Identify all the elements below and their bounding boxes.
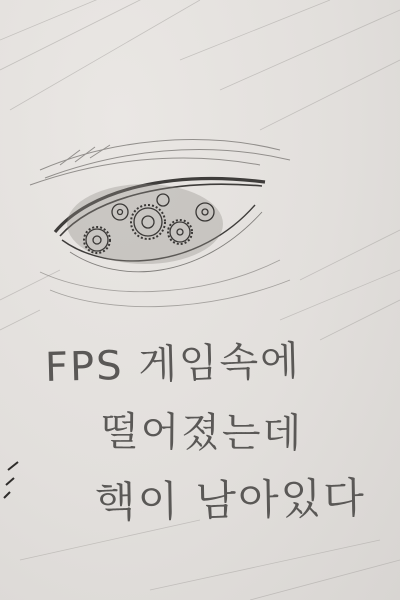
caption-line-3: 핵이 남아있다	[94, 473, 367, 527]
iris	[67, 184, 223, 264]
lower-lid-lines	[40, 260, 290, 307]
handwritten-caption	[0, 330, 400, 540]
caption-line-1: FPS 게임속에	[44, 338, 302, 391]
caption-line-2: 떨어졌는데	[99, 409, 304, 457]
brow-shading	[30, 140, 290, 185]
